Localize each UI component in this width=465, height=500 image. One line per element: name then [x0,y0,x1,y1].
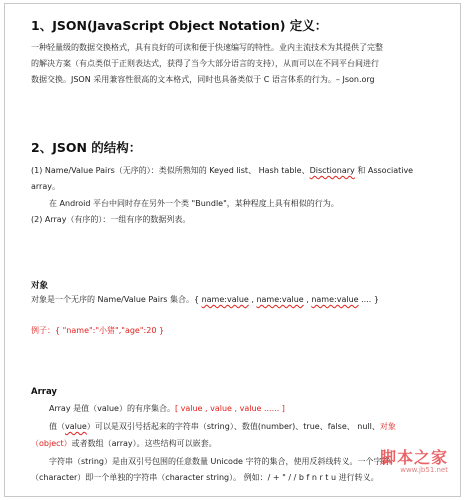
object-paren-term: （object） [31,439,72,448]
section1-line-3: 数据交换。JSON 采用兼容性很高的文本格式，同时也具备类似于 C 语言体系的行为。– Json.org [31,75,375,84]
array-line-1 [49,403,285,415]
section1-line-2: 的解决方案（有点类似于正则表达式，获得了当今大部分语言的支持），从而可以在不同平台间进行 [31,59,379,68]
document-page [4,3,461,497]
name-value-2: name:value [256,295,304,304]
section2-line-1 [31,165,413,177]
array-line-2-a: 值（ [49,422,65,431]
section2-title: 2、JSON 的结构： [31,140,142,155]
watermark-logo: 脚本之家 [379,448,448,467]
watermark-url: www.jb51.net [400,466,448,474]
section1-title: 1、JSON(JavaScript Object Notation) 定义： [31,18,328,33]
object-term: 对象 [379,422,396,431]
array-line-3 [31,438,217,450]
dictionary-term: Disctionary [309,166,355,175]
object-heading: 对象 [31,281,49,291]
array-syntax: [ value , value , value ...... ] [174,404,285,413]
section2-line-2: array。 [31,182,60,191]
object-desc-a: 对象是一个无序的 Name/Value Pairs 集合。{ [31,295,202,304]
array-line-2 [49,421,396,433]
object-sep-2: , [303,295,312,304]
object-example: 例子：{ "name":"小猪","age":20 } [31,326,165,335]
array-heading: Array [31,387,57,397]
name-value-3: name:value [311,295,359,304]
array-line-3-b: 或者数组（array）。这些结构可以嵌套。 [71,439,217,448]
array-line-2-b: ）可以是双引号括起来的字符串（string）、数值(number)、true、false、 null、 [86,422,380,431]
array-line-4: 字符串（string）是由双引号包围的任意数量 Unicode 字符的集合，使用反斜线转义。一个字符 [49,457,390,466]
array-line-5: （character）即一个单独的字符串（character string）。 例如：/ + " / / b f n r t u 进行转义。 [31,473,379,482]
section2-line-1-b: 和 Associative [354,166,414,175]
object-sep-1: , [248,295,257,304]
section2-line-3: 在 Android 平台中同时存在另外一个类 "Bundle"，某种程度上具有相似的行为。 [49,199,339,208]
value-term: value [65,422,87,431]
name-value-1: name:value [201,295,249,304]
array-line-1-a: Array 是值（value）的有序集合。 [49,404,175,413]
section2-line-4: (2) Array（有序的）：一组有序的数据列表。 [31,215,191,224]
section2-line-1-a: (1) Name/Value Pairs（无序的）：类似所熟知的 Keyed list、 Hash table、 [31,166,310,175]
section1-line-1: 一种轻量级的数据交换格式，具有良好的可读和便于快速编写的特性。业内主流技术为其提供了完整 [31,43,383,52]
object-description [31,294,379,306]
object-desc-b: .... } [358,295,379,304]
watermark [380,445,448,474]
